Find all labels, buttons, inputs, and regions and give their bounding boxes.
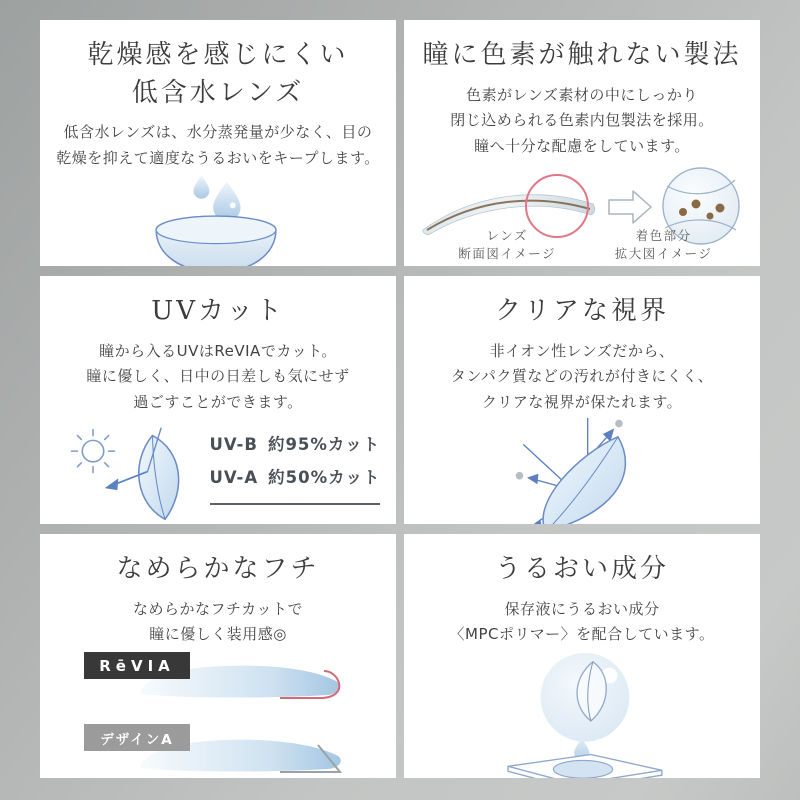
card-title-line: 瞳に色素が触れない製法 xyxy=(422,40,742,70)
card-body: なめらかなフチカットで 瞳に優しく装用感◎ xyxy=(132,599,304,644)
card-title-line: UVカット xyxy=(151,296,285,326)
card-title xyxy=(495,293,669,331)
feature-card-clear-vision xyxy=(404,276,760,524)
card-title-line: うるおい成分 xyxy=(494,554,669,584)
card-title-line: 乾燥感を感じにくい xyxy=(87,40,349,70)
card-title-line: 低含水レンズ xyxy=(131,77,305,108)
feature-card-pigment-enclosed xyxy=(404,20,760,266)
card-title xyxy=(116,551,319,589)
feature-card-moisture xyxy=(404,534,760,778)
uv-b-stat: UV-B 約95%カット xyxy=(209,435,381,455)
cross-section-label: レンズ 断面図イメージ xyxy=(458,227,556,262)
edge-comparison xyxy=(40,650,396,778)
design-a-badge: デザインA xyxy=(84,724,190,751)
card-title xyxy=(495,551,669,589)
revia-edge-row xyxy=(84,650,352,706)
sun-icon xyxy=(71,430,114,473)
card-body: 非イオン性レンズだから、 タンパク質などの汚れが付きにくく、 クリアな視界が保たれます。 xyxy=(450,341,714,412)
moisture-bubble-lens-icon xyxy=(498,648,666,778)
card-body: 低含水レンズは、水分蒸発量が少なく、目の 乾燥を抑えて適度なうるおいをキープします。 xyxy=(56,123,380,168)
feature-card-uv-cut xyxy=(40,276,396,524)
card-title xyxy=(422,37,741,75)
blister-pack-icon xyxy=(508,755,662,778)
card-title xyxy=(87,37,348,112)
revia-badge: RēVIA xyxy=(84,652,190,679)
card-body: 保存液にうるおい成分 〈MPCポリマー〉を配合しています。 xyxy=(449,599,715,644)
card-title xyxy=(151,293,284,331)
design-a-edge-row xyxy=(84,722,352,778)
lens-with-water-drops-icon xyxy=(154,172,282,266)
uv-a-stat: UV-A 約50%カット xyxy=(209,467,381,487)
uv-stats xyxy=(210,429,381,504)
feature-card-smooth-edge xyxy=(40,534,396,778)
arrow-right-icon xyxy=(609,191,651,223)
icon-area xyxy=(40,172,396,266)
icon-area xyxy=(40,418,396,524)
card-title-line: クリアな視界 xyxy=(494,296,669,326)
icon-area xyxy=(404,648,760,778)
sun-uv-lens-icon xyxy=(56,418,206,524)
colored-part-label: 着色部分 拡大図イメージ xyxy=(614,227,713,262)
card-title-line: なめらかなフチ xyxy=(116,554,320,584)
icon-area xyxy=(404,416,760,524)
feature-card-low-water-lens xyxy=(40,20,396,266)
card-body: 色素がレンズ素材の中にしっかり 閉じ込められる色素内包製法を採用。 瞳へ十分な配慮をしています。 xyxy=(450,85,714,156)
card-body: 瞳から入るUVはReVIAでカット。 瞳に優しく、日中の日差しも気にせず 過ごすことができます。 xyxy=(86,341,350,412)
lens-cross-section-diagram xyxy=(412,164,752,266)
protein-repel-lens-icon xyxy=(494,416,670,524)
